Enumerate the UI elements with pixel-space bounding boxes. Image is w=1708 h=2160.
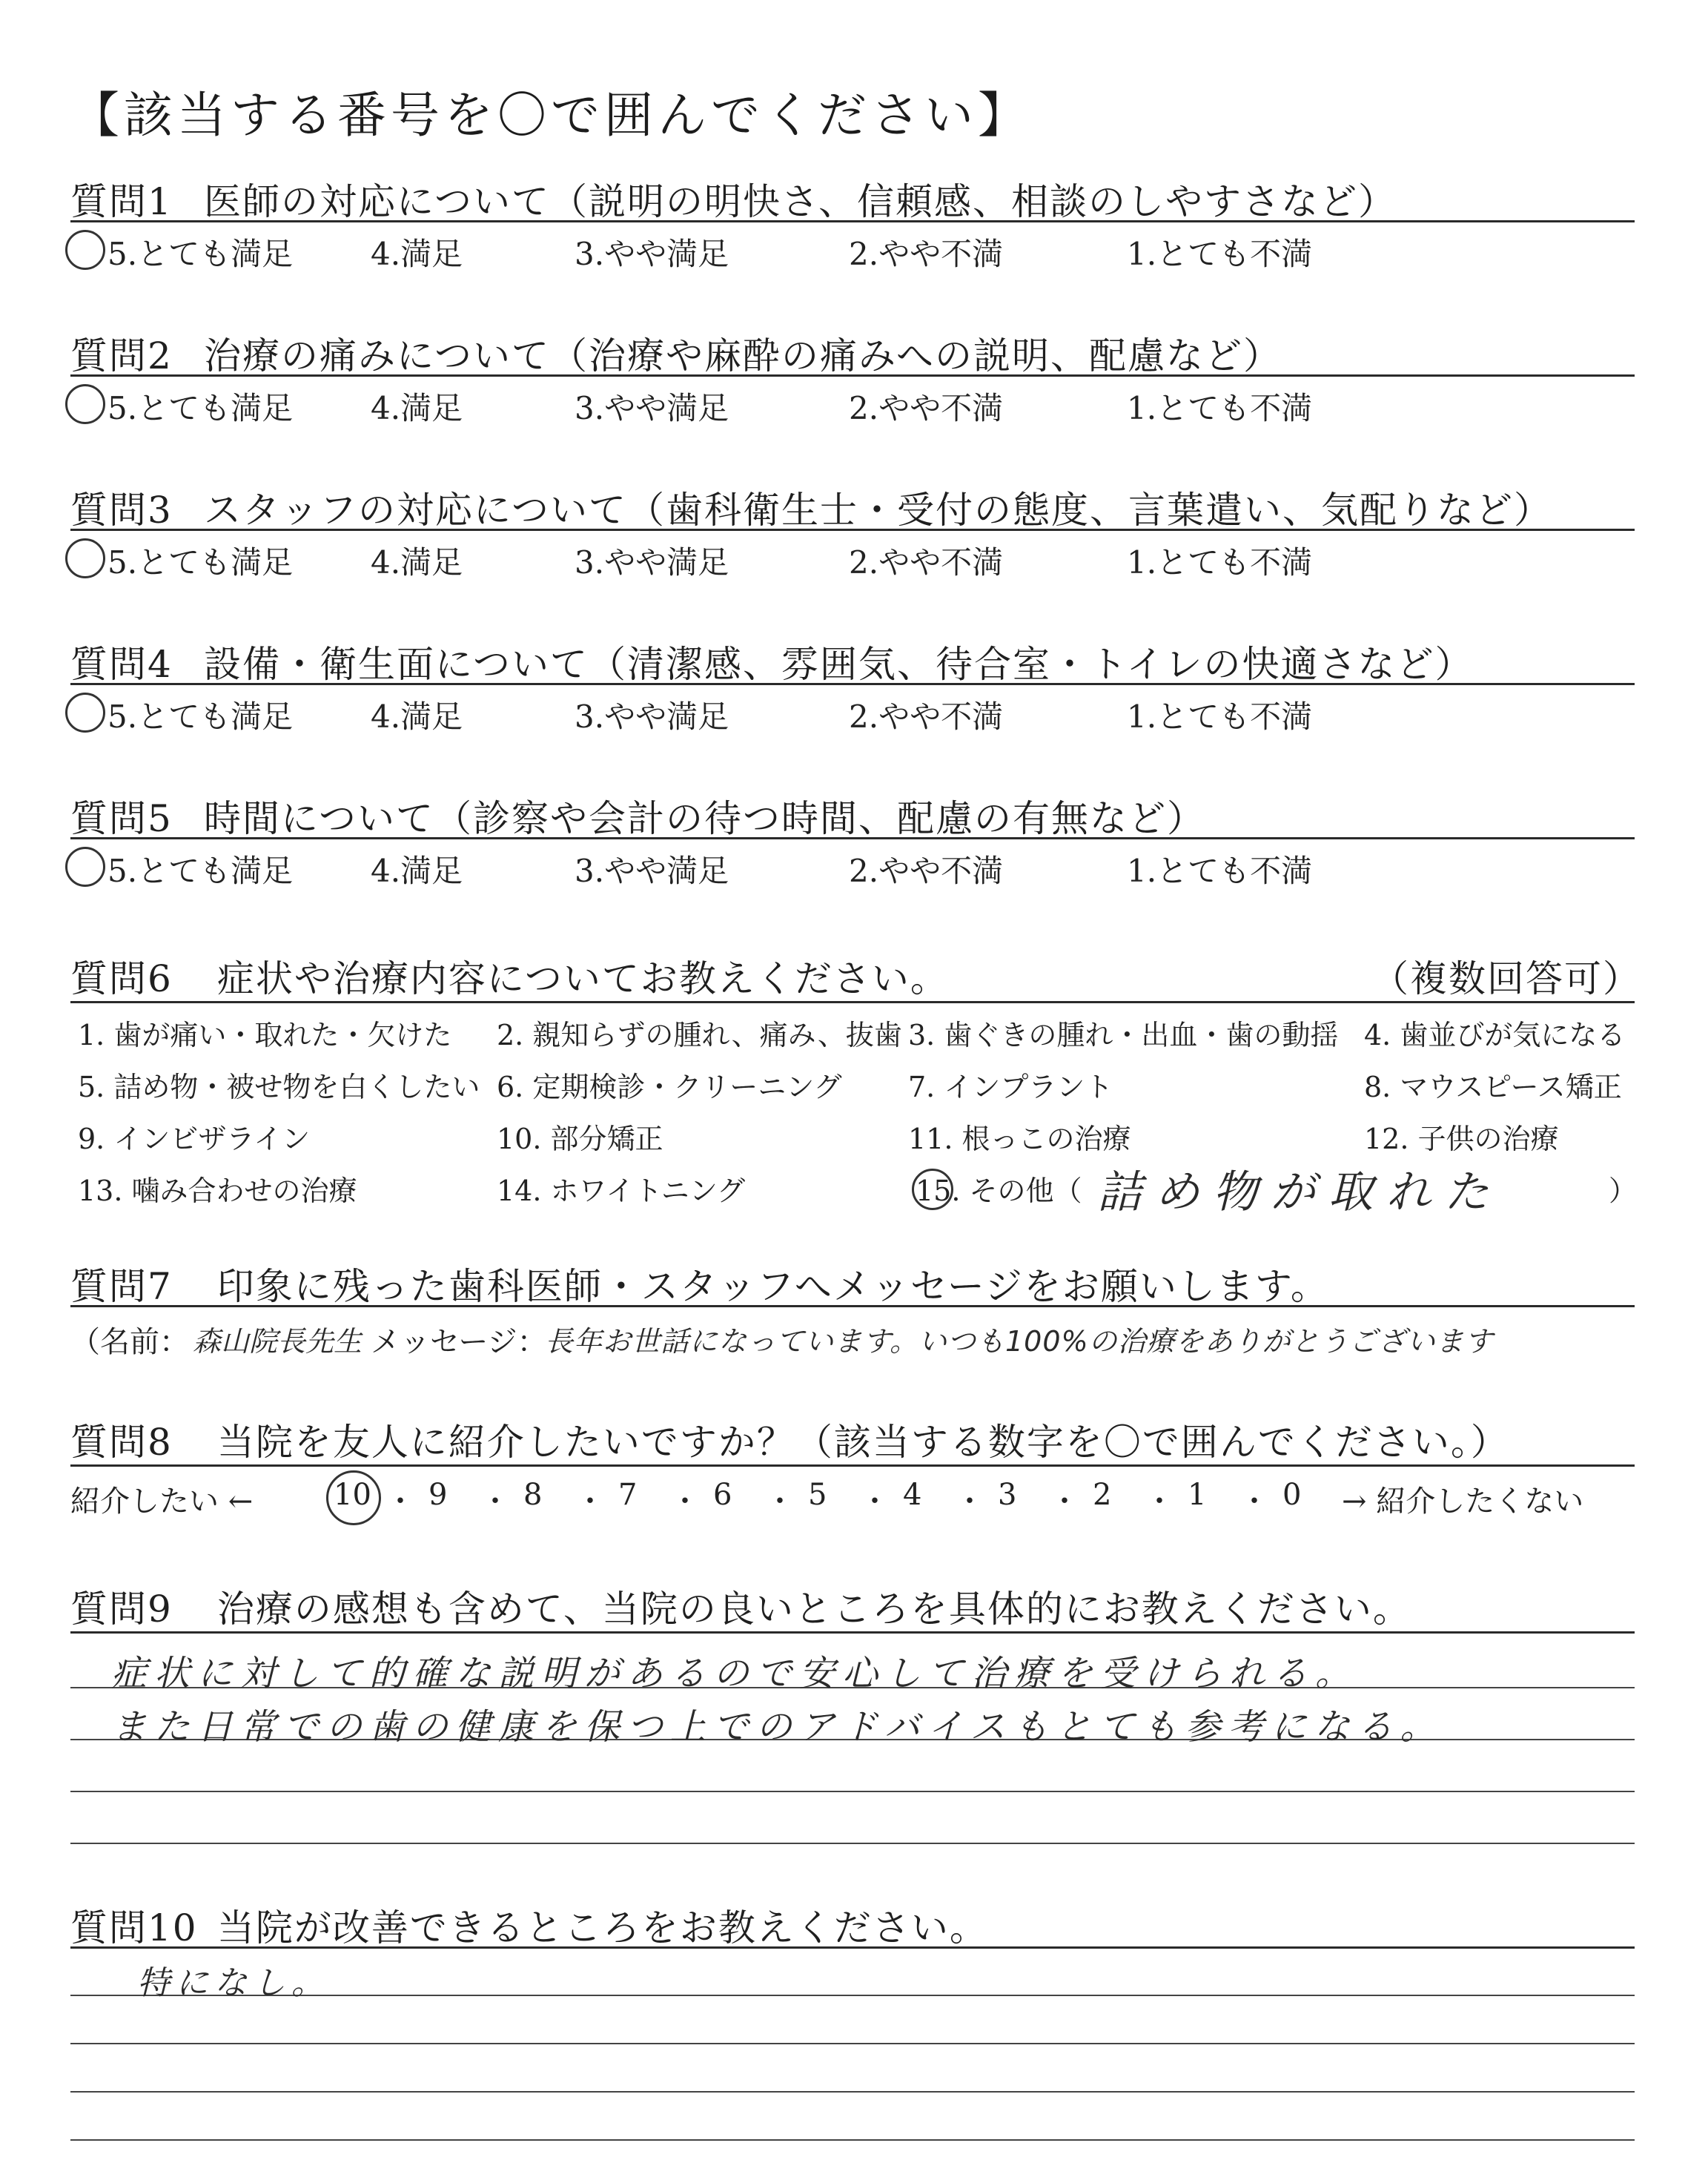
- question-number: 質問9: [70, 1588, 173, 1631]
- scale-value[interactable]: 2: [1093, 1478, 1112, 1512]
- scale-value[interactable]: 9: [428, 1478, 448, 1512]
- rating-option[interactable]: 4.満足: [371, 544, 463, 581]
- question-8-title: [70, 1413, 1509, 1466]
- rating-option[interactable]: 4.満足: [371, 853, 463, 889]
- selection-circle: [912, 1169, 953, 1210]
- rating-option[interactable]: 3.やや満足: [575, 390, 729, 426]
- scale-separator: ・: [955, 1484, 984, 1519]
- symptom-option[interactable]: 15. その他（: [916, 1175, 1082, 1207]
- question-5-title: [70, 789, 1205, 842]
- question-text: 症状や治療内容についてお教えください。: [216, 957, 949, 1000]
- scale-separator: ・: [670, 1484, 700, 1519]
- question-text: 当院を友人に紹介したいですか？（該当する数字を〇で囲んでください。）: [216, 1421, 1509, 1464]
- symptom-option[interactable]: 3. 歯ぐきの腫れ・出血・歯の動揺: [908, 1019, 1339, 1051]
- symptom-option[interactable]: 4. 歯並びが気になる: [1364, 1019, 1626, 1051]
- question-7-rule: [70, 1305, 1635, 1307]
- question-8-rule: [70, 1464, 1635, 1467]
- scale-value[interactable]: 6: [713, 1478, 732, 1512]
- symptom-option[interactable]: 13. 噛み合わせの治療: [78, 1175, 357, 1207]
- scale-value[interactable]: 1: [1188, 1478, 1207, 1512]
- scale-separator: ・: [575, 1484, 605, 1519]
- rating-option[interactable]: 3.やや満足: [575, 544, 729, 581]
- rating-option[interactable]: 5.とても満足: [107, 236, 294, 272]
- symptom-option[interactable]: 2. 親知らずの腫れ、痛み、抜歯: [497, 1019, 902, 1051]
- question-number: 質問4: [70, 643, 173, 686]
- question-3-title: [70, 480, 1552, 534]
- question-number: 質問5: [70, 797, 173, 840]
- question-text: 印象に残った歯科医師・スタッフへメッセージをお願いします。: [216, 1265, 1329, 1308]
- question-9-title: [70, 1579, 1411, 1633]
- recommend-right-label: → 紹介したくない: [1342, 1484, 1584, 1519]
- selection-circle: [65, 230, 105, 270]
- rating-option[interactable]: 1.とても不満: [1127, 390, 1313, 426]
- scale-value[interactable]: 7: [618, 1478, 638, 1512]
- rating-option[interactable]: 3.やや満足: [575, 236, 729, 272]
- scale-value[interactable]: 3: [998, 1478, 1017, 1512]
- rating-option[interactable]: 2.やや不満: [849, 853, 1004, 889]
- scale-value[interactable]: 10: [334, 1478, 371, 1512]
- symptom-option[interactable]: 5. 詰め物・被せ物を白くしたい: [78, 1071, 480, 1103]
- scale-separator: ・: [480, 1484, 510, 1519]
- question-text: 治療の感想も含めて、当院の良いところを具体的にお教えください。: [216, 1588, 1411, 1631]
- question-rule: [70, 683, 1635, 685]
- rating-option[interactable]: 5.とても満足: [107, 544, 294, 581]
- symptom-option[interactable]: 12. 子供の治療: [1364, 1123, 1559, 1155]
- rating-option[interactable]: 2.やや不満: [849, 698, 1004, 735]
- selection-circle: [65, 384, 105, 424]
- question-7-title: [70, 1257, 1329, 1310]
- name-handwritten-answer[interactable]: 森山院長先生: [193, 1325, 363, 1358]
- question-1-title: [70, 172, 1397, 225]
- question-9-rule: [70, 1631, 1635, 1634]
- good-points-answer-line-1[interactable]: 症状に対して的確な説明があるので安心して治療を受けられる。: [111, 1653, 1359, 1694]
- selection-circle: [326, 1470, 381, 1525]
- question-4-title: [70, 635, 1474, 688]
- rating-option[interactable]: 3.やや満足: [575, 853, 729, 889]
- symptom-option[interactable]: 9. インビザライン: [78, 1123, 311, 1155]
- question-text: 時間について（診察や会計の待つ時間、配慮の有無など）: [204, 797, 1205, 840]
- rating-option[interactable]: 2.やや不満: [849, 390, 1004, 426]
- scale-value[interactable]: 8: [523, 1478, 543, 1512]
- rating-option[interactable]: 3.やや満足: [575, 698, 729, 735]
- symptom-option[interactable]: 8. マウスピース矯正: [1364, 1071, 1622, 1103]
- question-6-title: [70, 949, 949, 1003]
- scale-separator: ・: [385, 1484, 415, 1519]
- selection-circle: [65, 538, 105, 578]
- name-label: （名前：: [70, 1325, 189, 1359]
- message-handwritten-answer[interactable]: 長年お世話になっています。いつも100%の治療をありがとうございます: [545, 1325, 1494, 1358]
- question-number: 質問10: [70, 1906, 198, 1949]
- question-number: 質問1: [70, 180, 173, 223]
- answer-line: [70, 2139, 1635, 2141]
- symptom-option[interactable]: 10. 部分矯正: [497, 1123, 663, 1155]
- question-6-rule: [70, 1001, 1635, 1003]
- question-number: 質問7: [70, 1265, 173, 1308]
- rating-option[interactable]: 1.とても不満: [1127, 544, 1313, 581]
- question-rule: [70, 374, 1635, 377]
- rating-option[interactable]: 5.とても満足: [107, 698, 294, 735]
- question-rule: [70, 837, 1635, 839]
- rating-option[interactable]: 4.満足: [371, 390, 463, 426]
- question-rule: [70, 529, 1635, 531]
- question-text: 治療の痛みについて（治療や麻酔の痛みへの説明、配慮など）: [204, 334, 1282, 377]
- question-number: 質問2: [70, 334, 173, 377]
- rating-option[interactable]: 1.とても不満: [1127, 698, 1313, 735]
- rating-option[interactable]: 4.満足: [371, 236, 463, 272]
- rating-option[interactable]: 1.とても不満: [1127, 236, 1313, 272]
- recommend-left-label: 紹介したい ←: [70, 1484, 254, 1519]
- question-2-title: [70, 326, 1282, 380]
- message-label: メッセージ：: [371, 1325, 547, 1359]
- selection-circle: [65, 847, 105, 887]
- scale-separator: ・: [1145, 1484, 1174, 1519]
- question-10-rule: [70, 1946, 1635, 1949]
- scale-value[interactable]: 5: [808, 1478, 827, 1512]
- question-number: 質問8: [70, 1421, 173, 1464]
- selection-circle: [65, 693, 105, 733]
- multiple-answer-note: （複数回答可）: [1371, 957, 1641, 1000]
- rating-option[interactable]: 5.とても満足: [107, 390, 294, 426]
- rating-option[interactable]: 2.やや不満: [849, 236, 1004, 272]
- answer-line: [70, 1791, 1635, 1792]
- answer-line: [70, 1843, 1635, 1844]
- question-10-title: [70, 1898, 988, 1952]
- other-handwritten-answer[interactable]: 詰め物が取れた: [1097, 1166, 1502, 1218]
- question-text: 当院が改善できるところをお教えください。: [216, 1906, 988, 1949]
- answer-line: [70, 2043, 1635, 2044]
- symptom-option[interactable]: 14. ホワイトニング: [497, 1175, 746, 1207]
- scale-separator: ・: [860, 1484, 890, 1519]
- rating-option[interactable]: 4.満足: [371, 698, 463, 735]
- symptom-option[interactable]: 7. インプラント: [908, 1071, 1113, 1103]
- scale-separator: ・: [1050, 1484, 1079, 1519]
- symptom-option[interactable]: 6. 定期検診・クリーニング: [497, 1071, 842, 1103]
- answer-line: [70, 2091, 1635, 2093]
- scale-separator: ・: [1239, 1484, 1269, 1519]
- symptom-option[interactable]: 11. 根っこの治療: [908, 1123, 1131, 1155]
- rating-option[interactable]: 2.やや不満: [849, 544, 1004, 581]
- question-text: スタッフの対応について（歯科衛生士・受付の態度、言葉遣い、気配りなど）: [204, 489, 1552, 532]
- rating-option[interactable]: 5.とても満足: [107, 853, 294, 889]
- symptom-option[interactable]: 1. 歯が痛い・取れた・欠けた: [78, 1019, 452, 1051]
- rating-option[interactable]: 1.とても不満: [1127, 853, 1313, 889]
- scale-value[interactable]: 0: [1282, 1478, 1302, 1512]
- question-number: 質問3: [70, 489, 173, 532]
- question-rule: [70, 220, 1635, 222]
- question-number: 質問6: [70, 957, 173, 1000]
- improvement-answer[interactable]: 特になし。: [137, 1964, 330, 2002]
- scale-separator: ・: [765, 1484, 795, 1519]
- other-close-paren: ）: [1609, 1175, 1638, 1207]
- question-text: 医師の対応について（説明の明快さ、信頼感、相談のしやすさなど）: [204, 180, 1397, 223]
- instruction-header: 【該当する番号を〇で囲んでください】: [70, 87, 1031, 144]
- scale-value[interactable]: 4: [903, 1478, 922, 1512]
- good-points-answer-line-2[interactable]: また日常での歯の健康を保つ上でのアドバイスもとても参考になる。: [111, 1706, 1443, 1748]
- question-text: 設備・衛生面について（清潔感、雰囲気、待合室・トイレの快適さなど）: [204, 643, 1474, 686]
